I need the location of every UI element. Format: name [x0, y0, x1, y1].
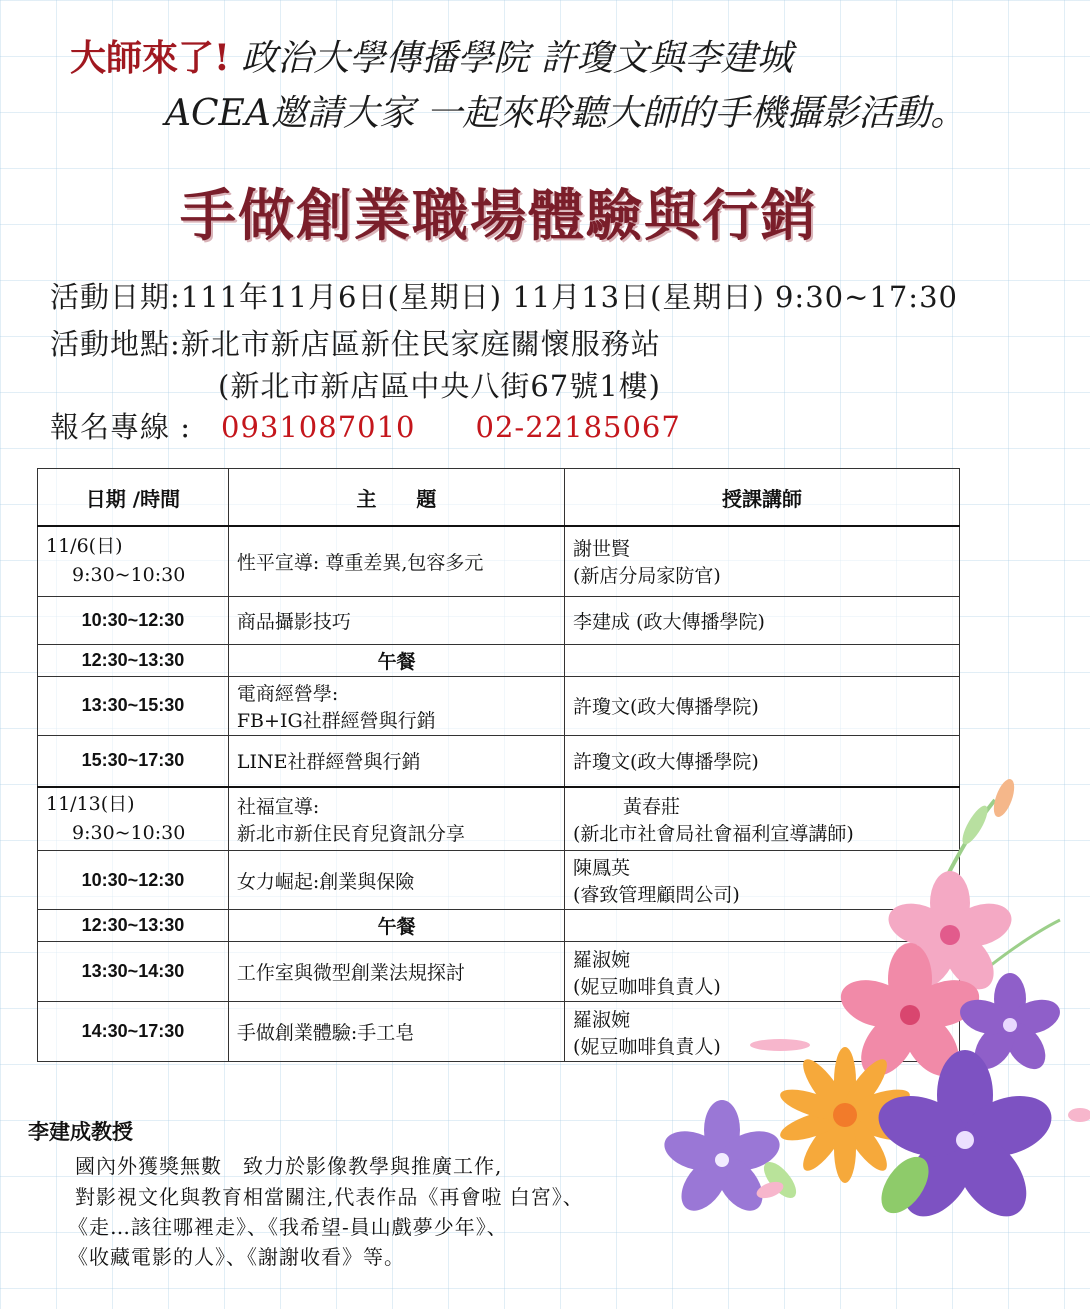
teacher-affiliation: (妮豆咖啡負責人)	[573, 975, 721, 998]
flower-decoration-icon	[640, 770, 1090, 1309]
topic-line: 電商經營學:	[236, 682, 339, 705]
phone-landline: 02-22185067	[475, 410, 681, 444]
session-date: 11/6(日)	[46, 535, 123, 558]
teacher-name: 羅淑婉	[573, 948, 631, 971]
table-header-row	[38, 469, 960, 527]
header-datetime: 日期 /時間	[38, 469, 229, 527]
page-title: 手做創業職場體驗與行銷	[180, 183, 818, 249]
session-time: 12:30~13:30	[38, 910, 229, 942]
topic-cell: 性平宣導: 尊重差異,包容多元	[228, 526, 564, 596]
teacher-affiliation: (睿致管理顧問公司)	[573, 884, 740, 906]
topic-cell: 午餐	[228, 910, 564, 942]
teacher-cell	[565, 526, 960, 596]
profile-line: 《走…該往哪裡走》、《我希望-員山戲夢少年》、	[68, 1215, 508, 1239]
event-address: (新北市新店區中央八街67號1樓)	[218, 369, 661, 403]
teacher-cell	[565, 644, 960, 676]
teacher-name: 陳鳳英	[573, 857, 631, 879]
phone-mobile: 0931087010	[221, 410, 416, 444]
headline-line-2: ACEA邀請大家 一起來聆聽大師的手機攝影活動。	[165, 93, 967, 134]
table-row	[38, 526, 960, 596]
profile-line: 《收藏電影的人》、《謝謝收看》等。	[68, 1245, 405, 1269]
topic-cell: 商品攝影技巧	[228, 596, 564, 644]
session-time: 13:30~15:30	[38, 676, 229, 735]
topic-line: FB+IG社群經營與行銷	[236, 709, 436, 732]
phone-label: 報名專線 :	[50, 410, 191, 444]
header-teacher: 授課講師	[565, 469, 960, 527]
registration-phone	[50, 405, 681, 446]
event-date: 活動日期:111年11月6日(星期日) 11月13日(星期日) 9:30~17:30	[50, 280, 958, 314]
headline-highlight: 大師來了!	[70, 37, 230, 79]
topic-cell: LINE社群經營與行銷	[228, 735, 564, 787]
session-time: 12:30~13:30	[38, 644, 229, 676]
session-date: 11/13(日)	[46, 793, 135, 815]
topic-cell: 工作室與微型創業法規探討	[228, 942, 564, 1002]
profile-line: 國內外獲獎無數 致力於影像教學與推廣工作,	[75, 1154, 503, 1178]
teacher-affiliation: (妮豆咖啡負責人)	[573, 1035, 721, 1058]
date-time-cell	[38, 787, 229, 851]
event-place: 活動地點:新北市新店區新住民家庭關懷服務站	[50, 327, 661, 361]
teacher-name: 黃春莊	[623, 796, 681, 818]
topic-line: 社福宣導:	[236, 796, 320, 818]
teacher-name: 羅淑婉	[573, 1008, 631, 1031]
topic-cell: 午餐	[228, 644, 564, 676]
profile-line: 對影視文化與教育相當關注,代表作品《再會啦 白宮》、	[75, 1185, 584, 1209]
table-row	[38, 644, 960, 676]
topic-line: 新北市新住民育兒資訊分享	[236, 823, 465, 845]
topic-cell: 女力崛起:創業與保險	[228, 851, 564, 910]
headline-rest: 政治大學傳播學院 許瓊文與李建城	[229, 38, 793, 79]
session-time: 10:30~12:30	[38, 596, 229, 644]
session-time: 14:30~17:30	[38, 1002, 229, 1062]
date-time-cell	[38, 526, 229, 596]
header-topic: 主 題	[228, 469, 564, 527]
profile-name: 李建成教授	[28, 1119, 133, 1144]
table-row	[38, 596, 960, 644]
session-time: 9:30~10:30	[72, 564, 186, 587]
topic-cell	[228, 676, 564, 735]
session-time: 10:30~12:30	[38, 851, 229, 910]
teacher-affiliation: (新店分局家防官)	[573, 565, 721, 588]
topic-cell: 手做創業體驗:手工皂	[228, 1002, 564, 1062]
teacher-cell: 許瓊文(政大傳播學院)	[565, 735, 960, 787]
session-time: 15:30~17:30	[38, 735, 229, 787]
teacher-cell: 許瓊文(政大傳播學院)	[565, 676, 960, 735]
teacher-name: 謝世賢	[573, 538, 631, 561]
session-time: 13:30~14:30	[38, 942, 229, 1002]
teacher-affiliation: (新北市社會局社會福利宣導講師)	[573, 823, 854, 845]
topic-cell	[228, 787, 564, 851]
session-time: 9:30~10:30	[72, 822, 186, 844]
teacher-cell: 李建成 (政大傳播學院)	[565, 596, 960, 644]
table-row	[38, 676, 960, 735]
headline-line-1	[70, 30, 793, 81]
